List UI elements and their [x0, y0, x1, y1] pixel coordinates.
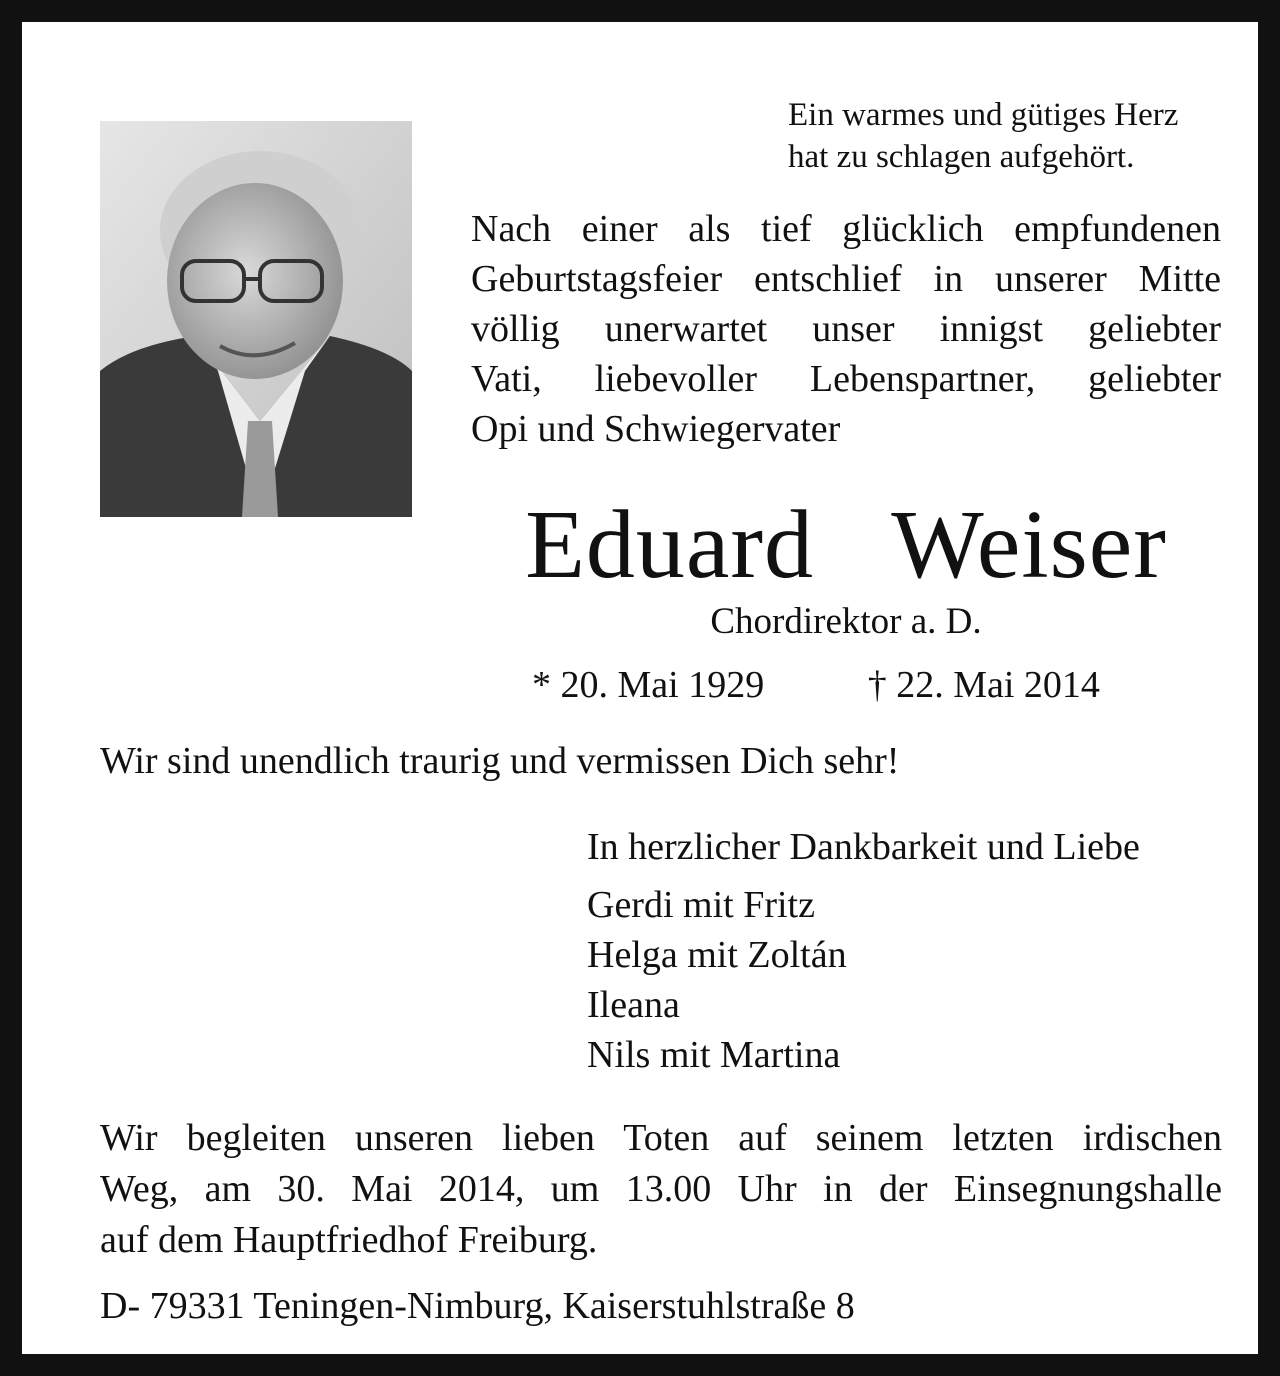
portrait-photo — [100, 121, 412, 517]
intro-line: völlig unerwartet unser innigst geliebter — [471, 308, 1221, 350]
funeral-info — [100, 1113, 1222, 1266]
death-date: † 22. Mai 2014 — [867, 664, 1100, 706]
birth-date: * 20. Mai 1929 — [532, 664, 765, 706]
deceased-title: Chordirektor a. D. — [710, 601, 982, 642]
intro-line: Opi und Schwiegervater — [471, 408, 841, 450]
mourners-greeting: In herzlicher Dankbarkeit und Liebe — [587, 826, 1140, 868]
mourner-name: Gerdi mit Fritz — [587, 884, 815, 926]
mourners-block — [587, 822, 1140, 1080]
intro-text — [471, 204, 1221, 454]
portrait-photo-icon — [100, 121, 412, 517]
funeral-line: Weg, am 30. Mai 2014, um 13.00 Uhr in der Einsegnungshalle — [100, 1168, 1222, 1210]
life-dates — [532, 660, 1100, 710]
motto-line: hat zu schlagen aufgehört. — [788, 139, 1135, 175]
intro-line: Vati, liebevoller Lebenspartner, geliebter — [471, 358, 1221, 400]
mourner-name: Helga mit Zoltán — [587, 934, 847, 976]
motto-line: Ein warmes und gütiges Herz — [788, 97, 1179, 133]
funeral-line: Wir begleiten unseren lieben Toten auf seinem letzten irdischen — [100, 1117, 1222, 1159]
intro-line: Nach einer als tief glücklich empfundenen — [471, 208, 1221, 250]
mourner-name: Ileana — [587, 984, 680, 1026]
sorrow-line: Wir sind unendlich traurig und vermissen Dich sehr! — [100, 740, 900, 782]
mourner-name: Nils mit Martina — [587, 1034, 841, 1076]
motto-quote — [788, 94, 1178, 178]
family-address: D- 79331 Teningen-Nimburg, Kaiserstuhlstraße 8 — [100, 1285, 855, 1327]
deceased-name: Eduard Weiser — [525, 491, 1167, 599]
funeral-line: auf dem Hauptfriedhof Freiburg. — [100, 1219, 598, 1261]
intro-line: Geburtstagsfeier entschlief in unserer Mitte — [471, 258, 1221, 300]
